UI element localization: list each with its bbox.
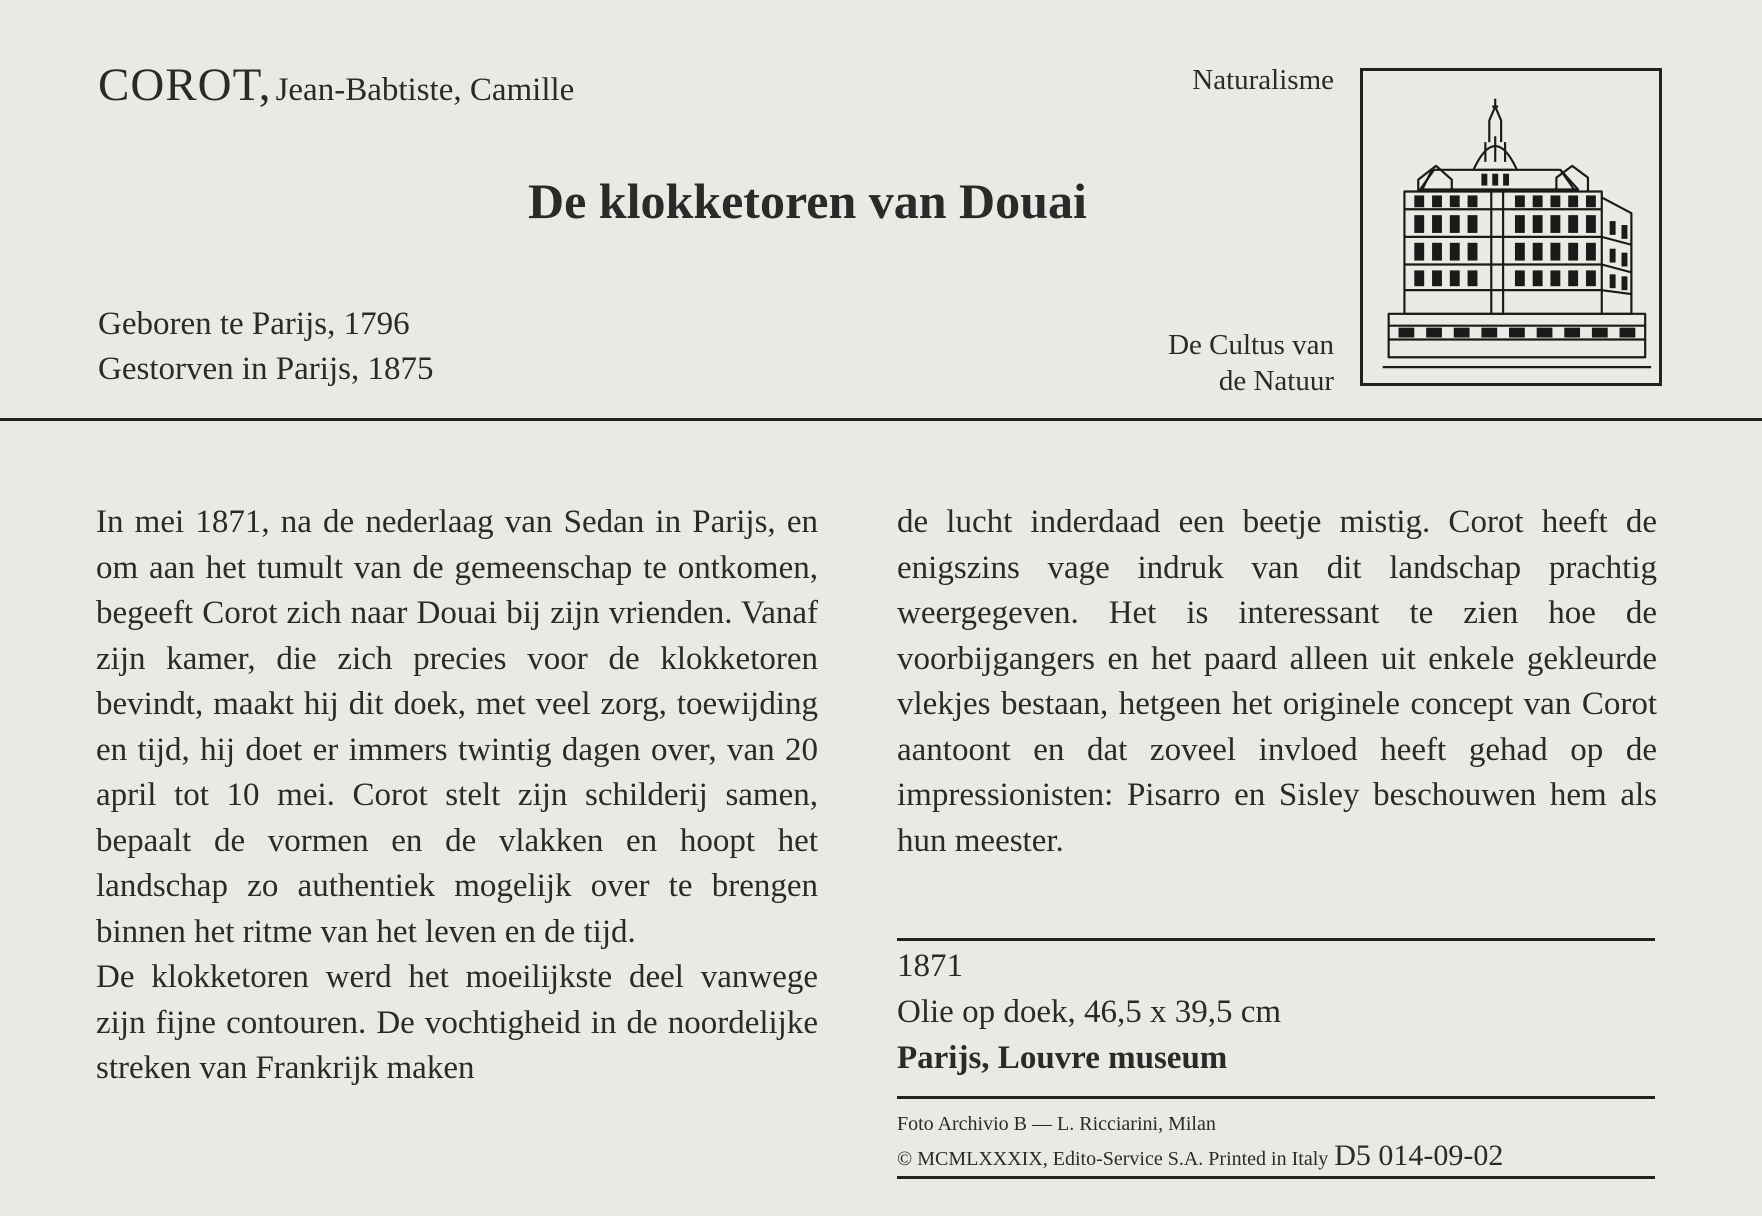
artist-surname: COROT, — [98, 59, 272, 111]
description-right-column — [897, 500, 1657, 864]
theme-line-1: De Cultus van — [1168, 329, 1334, 361]
details-bottom-divider — [897, 1096, 1655, 1099]
death-line: Gestorven in Parijs, 1875 — [98, 351, 434, 387]
emblem-frame — [1360, 68, 1662, 386]
artist-name — [98, 58, 574, 112]
artwork-location: Parijs, Louvre museum — [897, 1040, 1228, 1076]
footer-divider — [897, 1176, 1655, 1179]
artist-life-dates — [98, 302, 433, 392]
artwork-title: De klokketoren van Douai — [528, 173, 1087, 229]
theme-line-2: de Natuur — [1218, 365, 1334, 397]
art-movement: Naturalisme — [1192, 64, 1334, 96]
description-paragraph-2: De klokketoren werd het moeilijkste deel vanwege zijn fijne contouren. De vochtigheid in de noordelijke streken van Frankrijk maken — [96, 959, 818, 1086]
artist-given-names: Jean-Babtiste, Camille — [275, 72, 575, 108]
copyright-line — [897, 1140, 1503, 1175]
copyright-text: © MCMLXXXIX, Edito-Service S.A. Printed in Italy — [897, 1148, 1329, 1170]
header-divider — [0, 418, 1762, 421]
artwork-year: 1871 — [897, 948, 963, 984]
credits-block — [897, 1108, 1503, 1175]
birth-line: Geboren te Parijs, 1796 — [98, 306, 410, 342]
series-theme — [1168, 327, 1334, 399]
photo-credit: Foto Archivio B — L. Ricciarini, Milan — [897, 1113, 1216, 1135]
card-code: D5 014-09-02 — [1334, 1139, 1504, 1172]
description-paragraph-1: In mei 1871, na de nederlaag van Sedan in Parijs, en om aan het tumult van de gemeenschap te ontkomen, begeeft Corot zich naar Douai bij zijn vrienden. Vanaf zijn kamer, die zich precies voor de klokketoren bevindt, maakt hij dit doek, met veel zorg, toewijding en tijd, hij doet er immers twintig dagen over, van 20 april tot 10 mei. Corot stelt zijn schilderij samen, bepaalt de vormen en de vlakken en hoopt het landschap zo authentiek mogelijk over te brengen binnen het ritme van het leven en de tijd. — [96, 504, 818, 950]
description-paragraph-3: de lucht inderdaad een beetje mistig. Corot heeft de enigszins vage indruk van dit landschap prachtig weergegeven. Het is interessant te zien hoe de voorbijgangers en het paard alleen uit enkele gekleurde vlekjes bestaan, hetgeen het originele concept van Corot aantoont en dat zoveel invloed heeft gehad op de impressionisten: Pisarro en Sisley beschouwen hem als hun meester. — [897, 504, 1657, 859]
details-top-divider — [897, 938, 1655, 941]
artwork-medium: Olie op doek, 46,5 x 39,5 cm — [897, 994, 1282, 1030]
museum-building-icon — [1363, 71, 1659, 383]
description-left-column — [96, 500, 818, 1092]
